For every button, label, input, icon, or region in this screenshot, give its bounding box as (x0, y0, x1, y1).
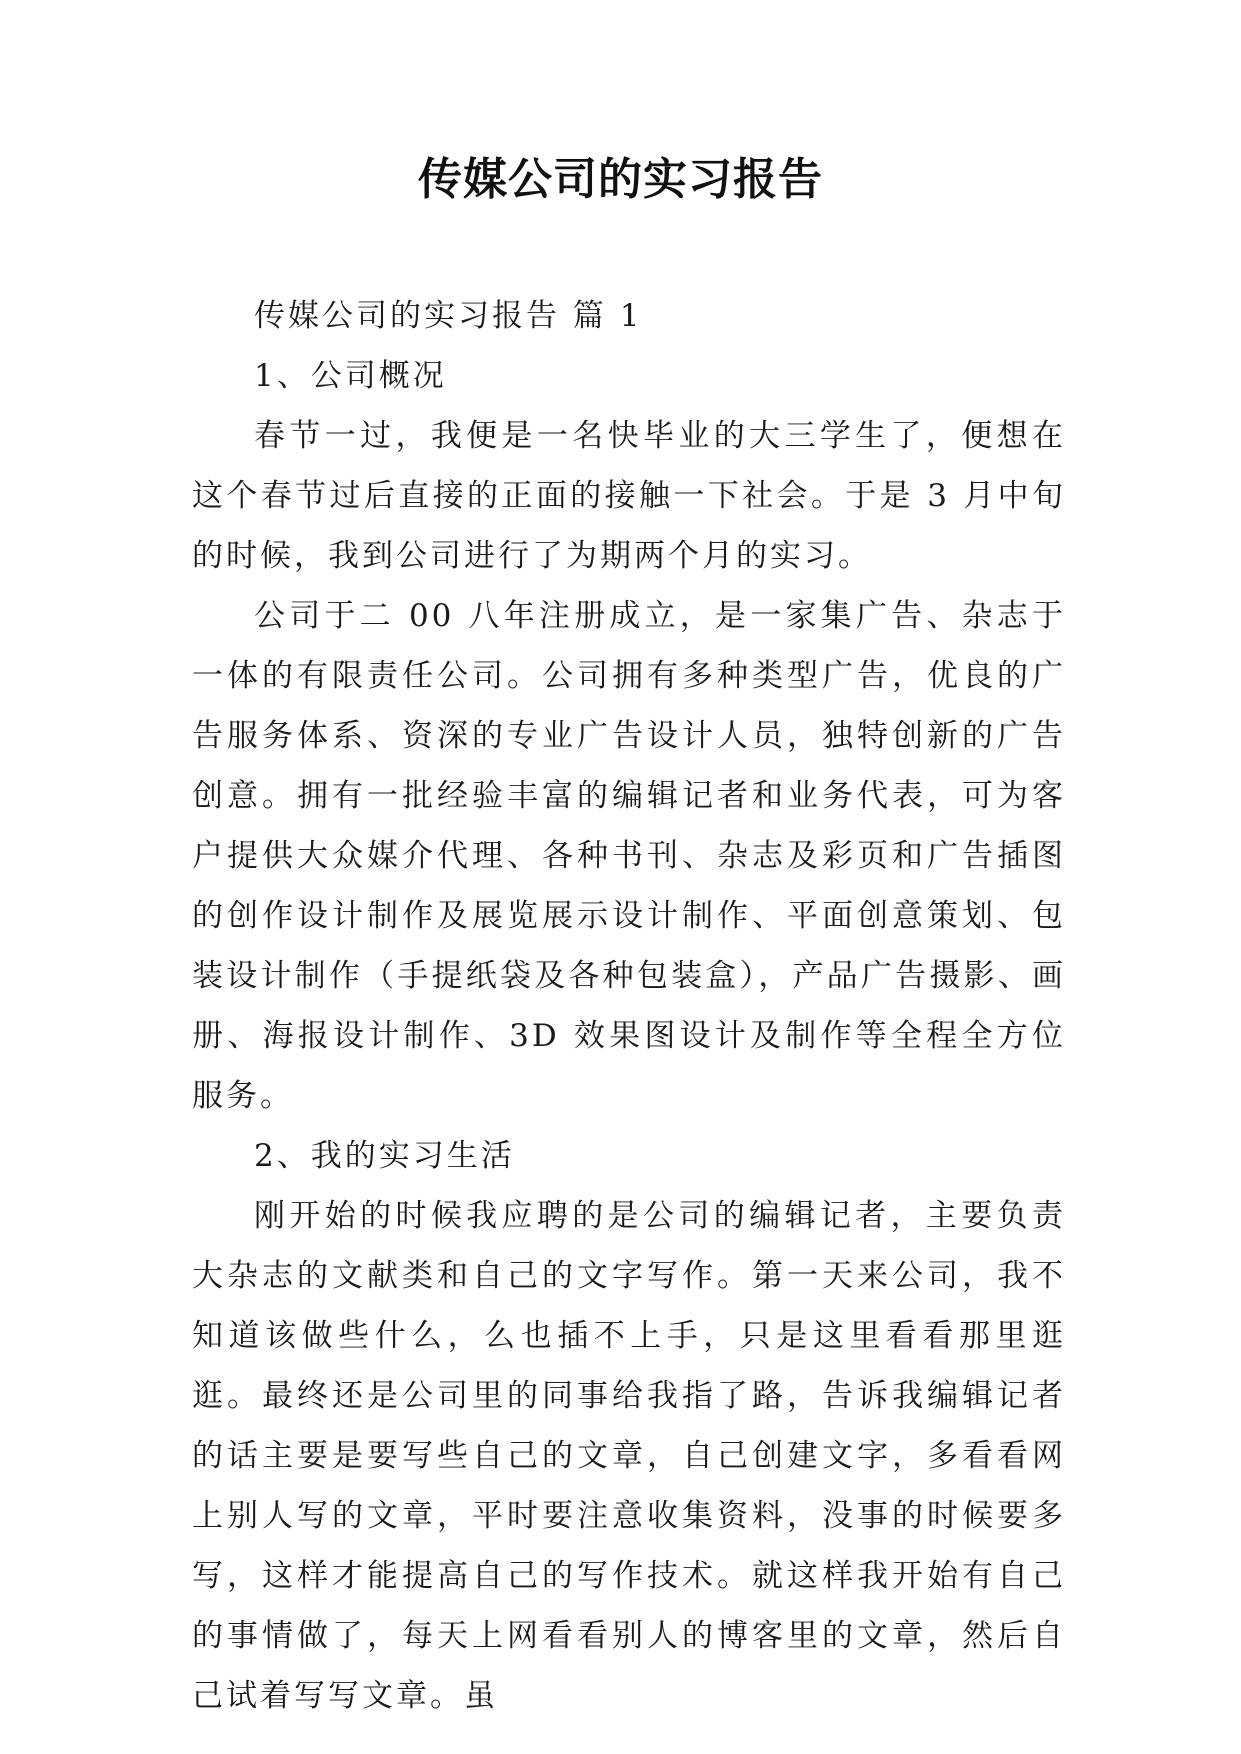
document-title: 传媒公司的实习报告 (418, 154, 823, 205)
heading-company-overview: 1、公司概况 (254, 358, 447, 394)
section-label: 传媒公司的实习报告 篇 1 (254, 298, 643, 334)
paragraph-internship: 刚开始的时候我应聘的是公司的编辑记者，主要负责大杂志的文献类和自己的文字写作。第一天来公司，我不知道该做些什么，么也插不上手，只是这里看看那里逛逛。最终还是公司里的同事给我指了路，告诉我编辑记者的话主要是要写些自己的文章，自己创建文字，多看看网上别人写的文章，平时要注意收集资料，没事的时候要多写，这样才能提高自己的写作技术。就这样我开始有自己的事情做了，每天上网看看别人的博客里的文章，然后自己试着写写文章。虽 (192, 1198, 1066, 1714)
document-body (192, 286, 1066, 1726)
paragraph-company: 公司于二 00 八年注册成立，是一家集广告、杂志于一体的有限责任公司。公司拥有多种类型广告，优良的广告服务体系、资深的专业广告设计人员，独特创新的广告创意。拥有一批经验丰富的编辑记者和业务代表，可为客户提供大众媒介代理、各种书刊、杂志及彩页和广告插图的创作设计制作及展览展示设计制作、平面创意策划、包装设计制作（手提纸袋及各种包装盒），产品广告摄影、画册、海报设计制作、3D 效果图设计及制作等全程全方位服务。 (192, 598, 1066, 1114)
paragraph-intro: 春节一过，我便是一名快毕业的大三学生了，便想在这个春节过后直接的正面的接触一下社会。于是 3 月中旬的时候，我到公司进行了为期两个月的实习。 (192, 418, 1066, 574)
heading-internship-life: 2、我的实习生活 (254, 1138, 515, 1174)
